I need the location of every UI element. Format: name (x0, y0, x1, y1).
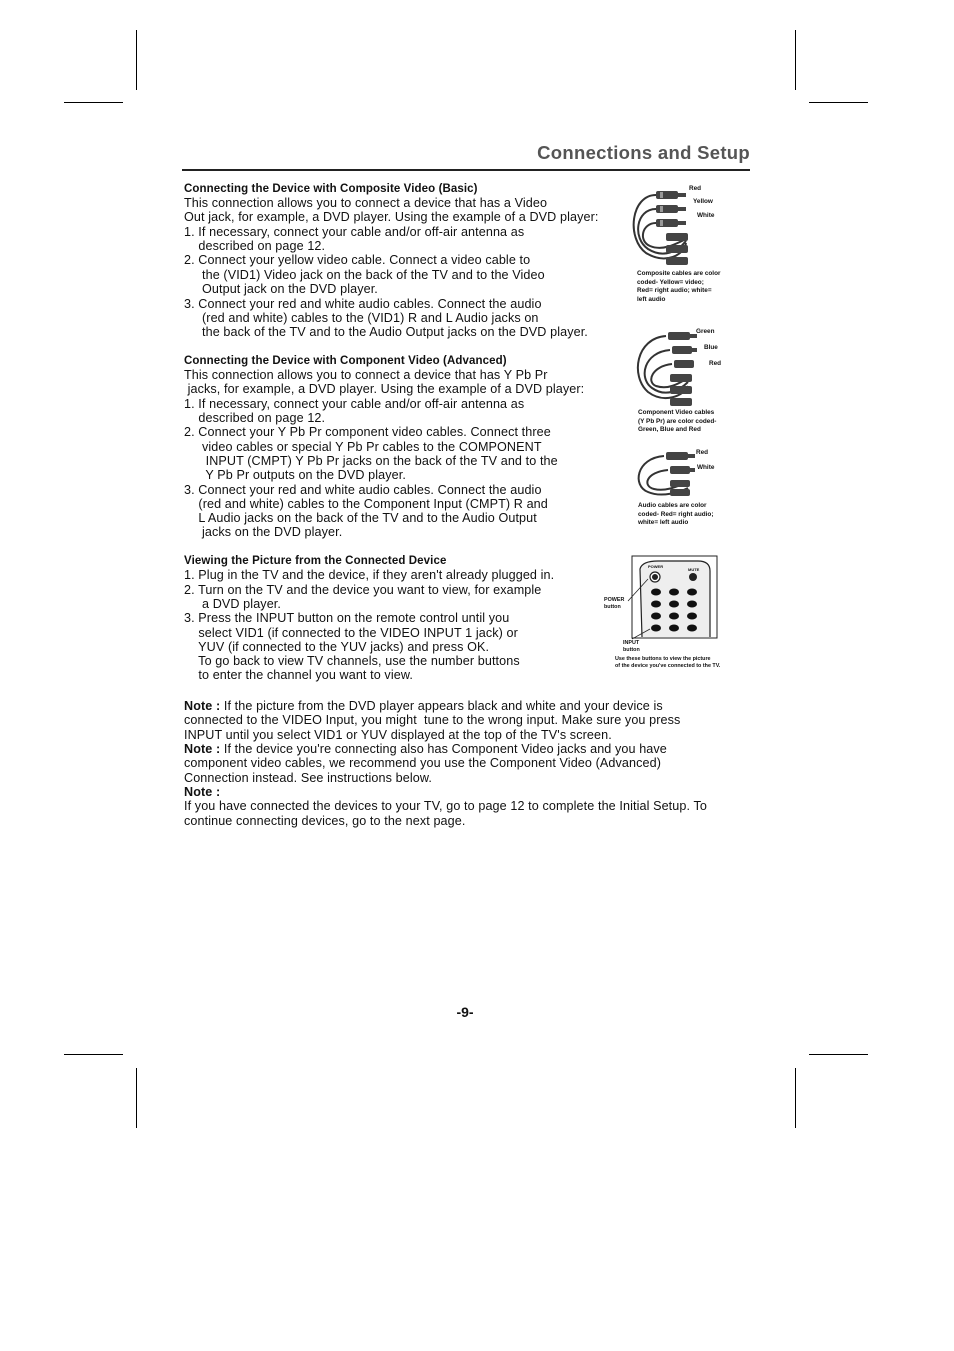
component-label-green: Green (696, 328, 715, 335)
viewing-heading: Viewing the Picture from the Connected Device (184, 555, 447, 567)
component-line: 2. Connect your Y Pb Pr component video cables. Connect three (184, 425, 551, 439)
component-line: INPUT (CMPT) Y Pb Pr jacks on the back of the TV and to the (184, 454, 558, 468)
note-1-line: connected to the VIDEO Input, you might tune to the wrong input. Make sure you press (184, 713, 681, 727)
crop-mark-tr-h (809, 102, 868, 103)
composite-label-red: Red (689, 185, 702, 192)
viewing-line: To go back to view TV channels, use the number buttons (184, 654, 520, 668)
composite-label-white: White (697, 212, 715, 219)
audio-caption: Audio cables are color coded- Red= right audio; white= left audio (638, 502, 714, 526)
component-cables-illustration (628, 326, 698, 408)
composite-line: 2. Connect your yellow video cable. Connect a video cable to (184, 253, 531, 267)
component-line: This connection allows you to connect a device that has Y Pb Pr (184, 368, 548, 382)
header-rule (182, 169, 750, 171)
composite-caption: Composite cables are color coded- Yellow= video; Red= right audio; white= left audio (637, 270, 721, 303)
viewing-line: YUV (if connected to the YUV jacks) and press OK. (184, 640, 490, 654)
note-label: Note : (184, 699, 221, 713)
viewing-line: a DVD player. (184, 597, 281, 611)
note-2 (184, 742, 667, 756)
note-text: If the device you're connecting also has Component Video jacks and you have (220, 742, 667, 756)
note-label: Note : (184, 742, 221, 756)
composite-heading: Connecting the Device with Composite Video (Basic) (184, 183, 478, 195)
composite-line: Out jack, for example, a DVD player. Using the example of a DVD player: (184, 210, 599, 224)
remote-top-label-mute: MUTE (688, 567, 700, 572)
composite-line: This connection allows you to connect a device that has a Video (184, 196, 548, 210)
viewing-line: 3. Press the INPUT button on the remote control until you (184, 611, 510, 625)
component-line: Y Pb Pr outputs on the DVD player. (184, 468, 406, 482)
crop-mark-tl-v (136, 30, 137, 90)
audio-cables-illustration (630, 448, 696, 500)
component-line: (red and white) cables to the Component Input (CMPT) R and (184, 497, 548, 511)
component-line: L Audio jacks on the back of the TV and to the Audio Output (184, 511, 537, 525)
composite-line: 3. Connect your red and white audio cables. Connect the audio (184, 297, 542, 311)
composite-line: (red and white) cables to the (VID1) R and L Audio jacks on (184, 311, 539, 325)
crop-mark-tr-v (795, 30, 796, 90)
composite-line: the (VID1) Video jack on the back of the TV and to the Video (184, 268, 545, 282)
composite-line: Output jack on the DVD player. (184, 282, 378, 296)
note-2-line: Connection instead. See instructions below. (184, 771, 432, 785)
power-button-label: POWER button (604, 597, 625, 610)
composite-label-yellow: Yellow (693, 198, 713, 205)
crop-mark-tl-h (64, 102, 123, 103)
audio-label-white: White (697, 464, 715, 471)
remote-top-label-power: POWER (648, 564, 664, 569)
composite-line: 1. If necessary, connect your cable and/or off-air antenna as (184, 225, 525, 239)
component-line: video cables or special Y Pb Pr cables to the COMPONENT (184, 440, 542, 454)
component-heading: Connecting the Device with Component Video (Advanced) (184, 355, 507, 367)
viewing-line: to enter the channel you want to view. (184, 668, 413, 682)
note-1 (184, 699, 663, 713)
page-number: -9- (456, 1004, 474, 1020)
crop-mark-bl-v (136, 1068, 137, 1128)
remote-caption: Use these buttons to view the picture of the device you've connected to the TV. (615, 656, 721, 669)
audio-label-red: Red (696, 449, 709, 456)
component-line: described on page 12. (184, 411, 326, 425)
page-title: Connections and Setup (537, 142, 750, 163)
component-line: jacks, for example, a DVD player. Using the example of a DVD player: (184, 382, 585, 396)
input-button-label: INPUT button (623, 640, 640, 653)
composite-line: described on page 12. (184, 239, 326, 253)
crop-mark-br-v (795, 1068, 796, 1128)
note-1-line: INPUT until you select VID1 or YUV displayed at the top of the TV's screen. (184, 728, 612, 742)
crop-mark-br-h (809, 1054, 868, 1055)
viewing-line: 1. Plug in the TV and the device, if they aren't already plugged in. (184, 568, 555, 582)
component-label-red: Red (709, 360, 722, 367)
composite-cables-illustration (626, 183, 696, 268)
note-2-line: component video cables, we recommend you use the Component Video (Advanced) (184, 756, 662, 770)
note-3-label: Note : (184, 785, 221, 799)
note-3-line: continue connecting devices, go to the next page. (184, 814, 466, 828)
component-line: 3. Connect your red and white audio cables. Connect the audio (184, 483, 542, 497)
composite-line: the back of the TV and to the Audio Output jacks on the DVD player. (184, 325, 588, 339)
component-label-blue: Blue (704, 344, 718, 351)
viewing-line: 2. Turn on the TV and the device you want to view, for example (184, 583, 542, 597)
viewing-line: select VID1 (if connected to the VIDEO INPUT 1 jack) or (184, 626, 518, 640)
crop-mark-bl-h (64, 1054, 123, 1055)
component-caption: Component Video cables (Y Pb Pr) are color coded- Green, Blue and Red (638, 409, 717, 433)
component-line: jacks on the DVD player. (184, 525, 343, 539)
note-3-line: If you have connected the devices to your TV, go to page 12 to complete the Initial Setup. To (184, 799, 707, 813)
component-line: 1. If necessary, connect your cable and/or off-air antenna as (184, 397, 525, 411)
note-text: If the picture from the DVD player appears black and white and your device is (220, 699, 663, 713)
